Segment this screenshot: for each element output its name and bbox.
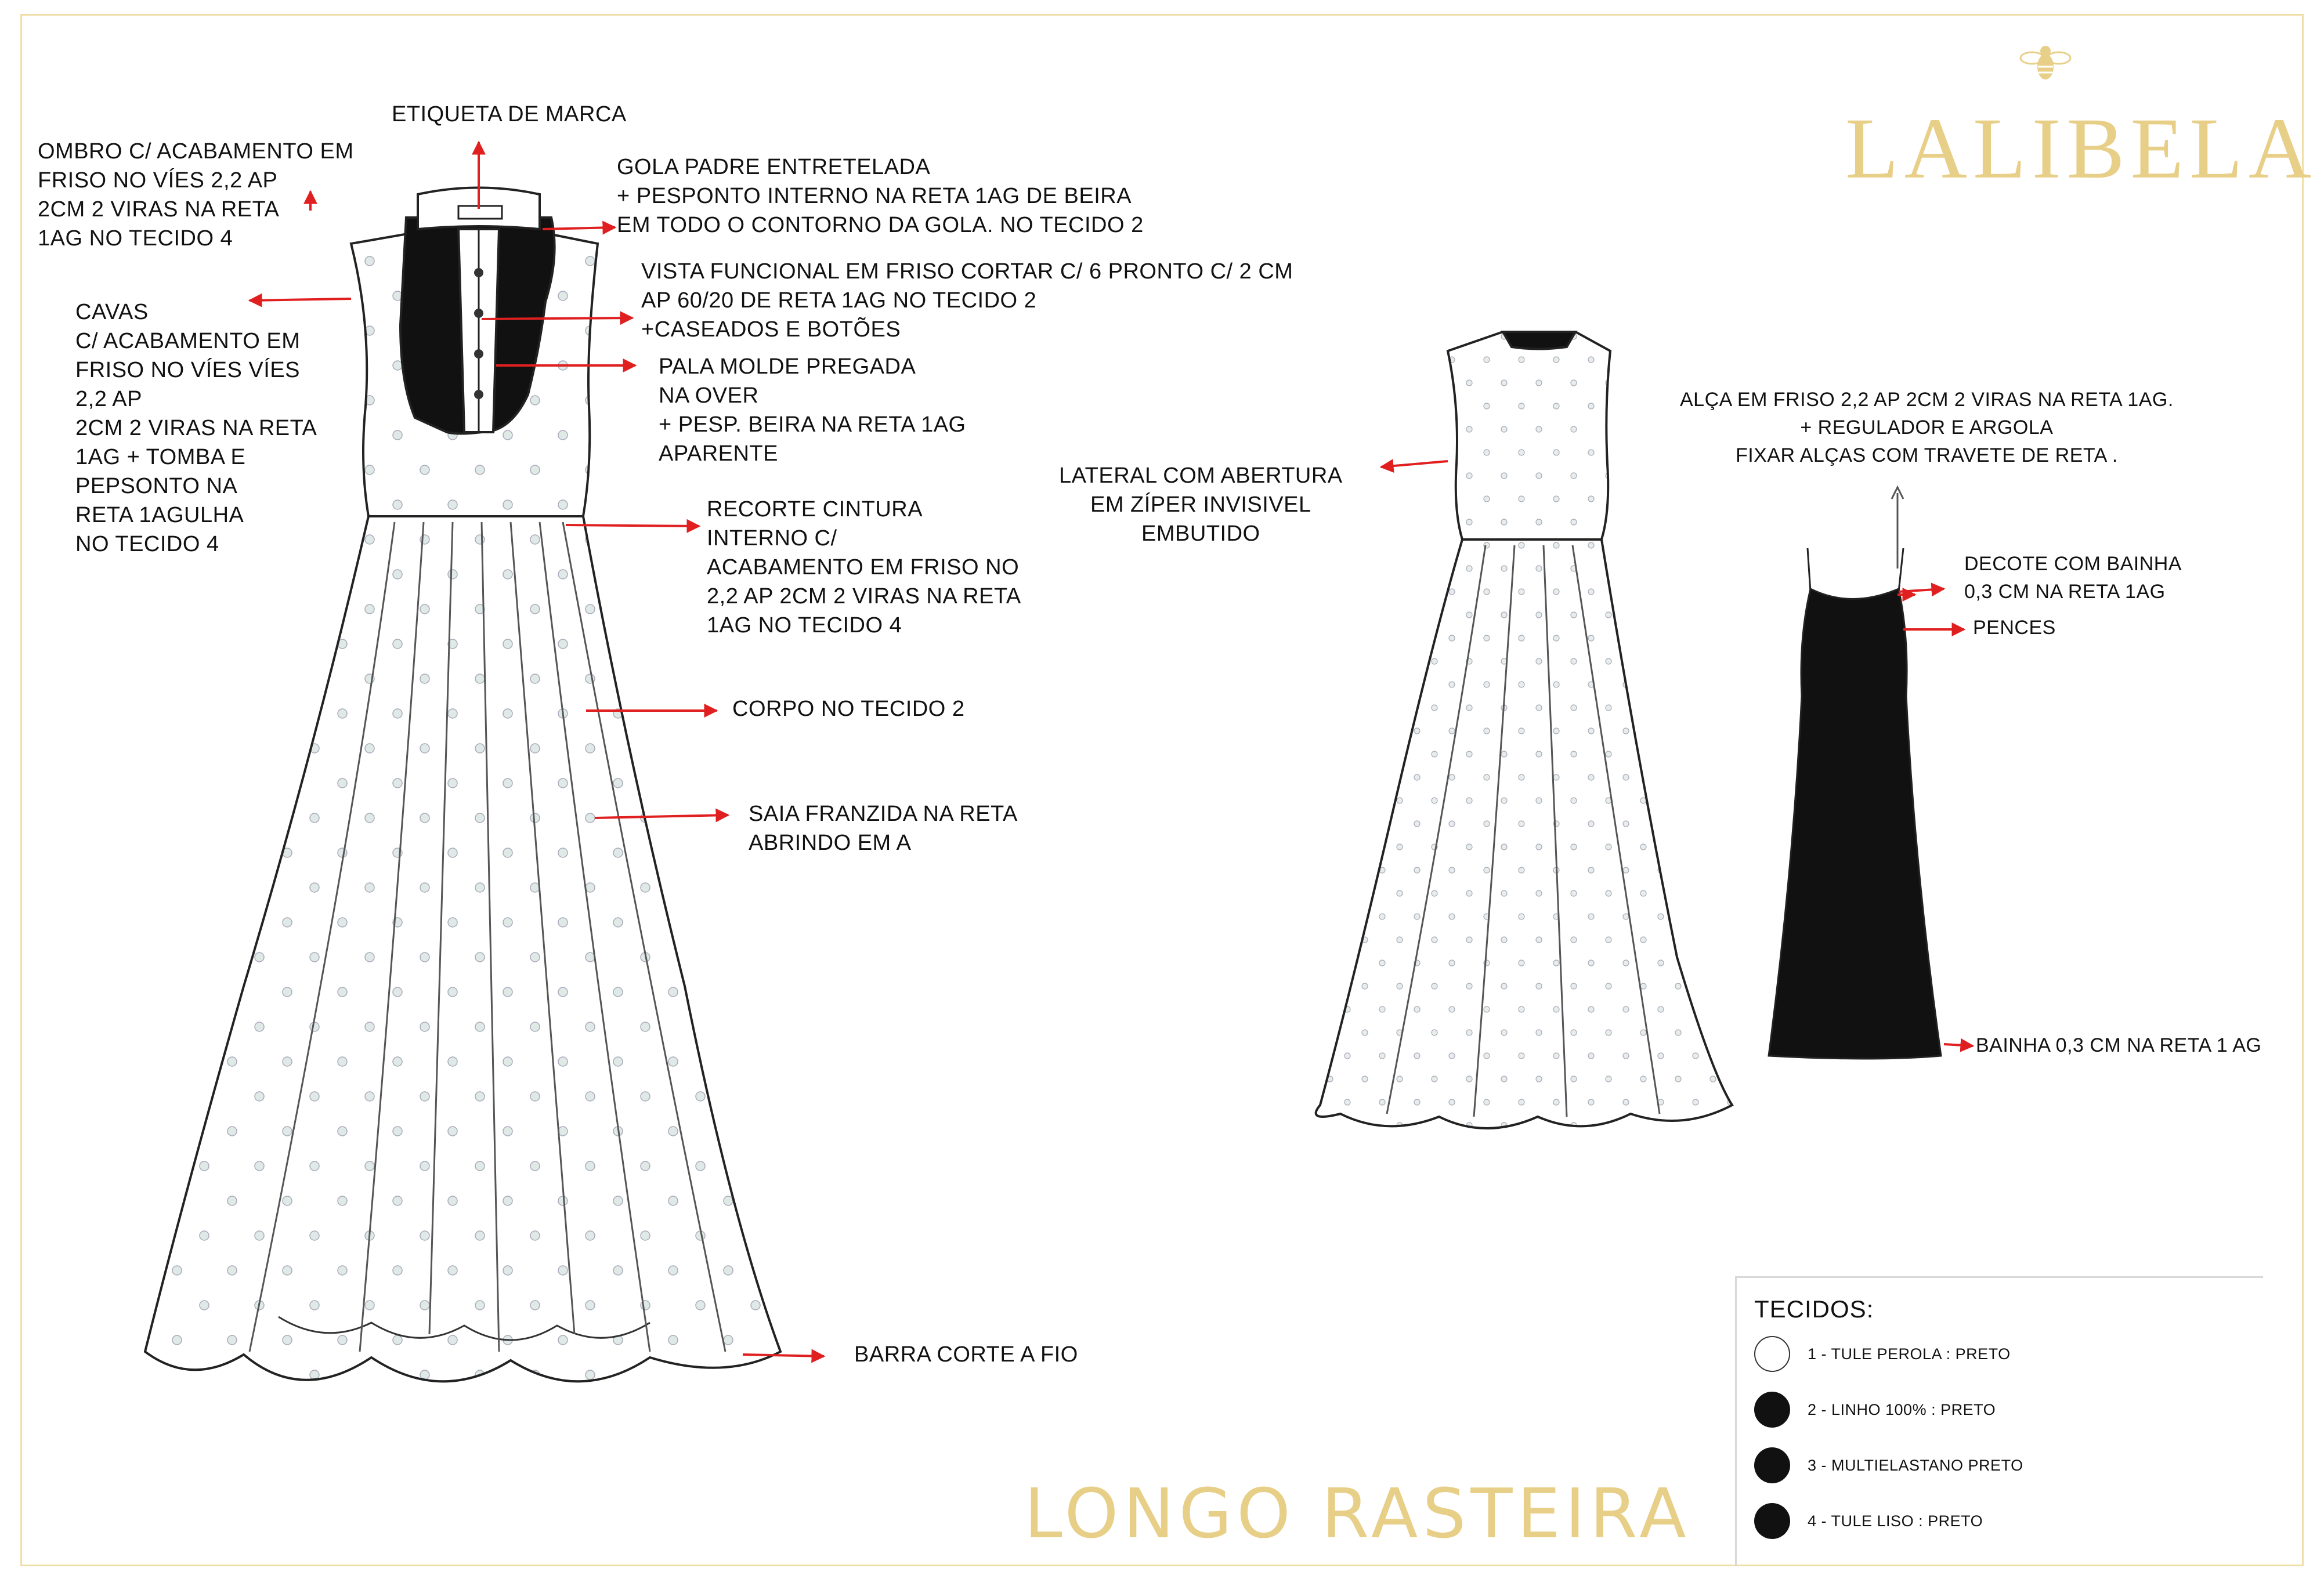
note-decote: DECOTE COM BAINHA 0,3 CM NA RETA 1AG: [1964, 553, 2182, 603]
back-dress-drawing: [1316, 332, 1732, 1128]
note-recorte: RECORTE CINTURA INTERNO C/ ACABAMENTO EM FRISO NO 2,2 AP 2CM 2 VIRAS NA RETA 1AG NO TECIDO 4: [707, 497, 1021, 638]
fabric-item: [1754, 1336, 2011, 1372]
note-corpo: CORPO NO TECIDO 2: [732, 697, 965, 721]
note-alca: ALÇA EM FRISO 2,2 AP 2CM 2 VIRAS NA RETA 1AG. + REGULADOR E ARGOLA FIXAR ALÇAS COM TRAVETE DE RETA .: [1680, 389, 2174, 466]
fabric-item: [1754, 1392, 1996, 1428]
note-cavas: CAVAS C/ ACABAMENTO EM FRISO NO VÍES VÍES 2,2 AP 2CM 2 VIRAS NA RETA 1AG + TOMBA E PEPSONTO NA RETA 1AGULHA NO TECIDO 4: [75, 300, 317, 556]
note-saia: SAIA FRANZIDA NA RETA ABRINDO EM A: [749, 802, 1018, 855]
fabric-label: 2 - LINHO 100% : PRETO: [1808, 1400, 1996, 1418]
note-bainha: BAINHA 0,3 CM NA RETA 1 AG: [1976, 1034, 2262, 1056]
bee-logo-icon: [2019, 35, 2072, 87]
note-barra: BARRA CORTE A FIO: [854, 1342, 1078, 1367]
note-lateral: LATERAL COM ABERTURA EM ZÍPER INVISIVEL EMBUTIDO: [1059, 464, 1343, 546]
note-gola: GOLA PADRE ENTRETELADA + PESPONTO INTERNO NA RETA 1AG DE BEIRA EM TODO O CONTORNO DA GOLA. NO TECIDO 2: [617, 155, 1144, 237]
page-title: LONGO RASTEIRA: [1024, 1473, 1691, 1554]
note-pences: PENCES: [1973, 617, 2056, 639]
note-etiqueta: ETIQUETA DE MARCA: [392, 102, 627, 126]
note-vista: VISTA FUNCIONAL EM FRISO CORTAR C/ 6 PRONTO C/ 2 CM AP 60/20 DE RETA 1AG NO TECIDO 2 +CASEADOS E BOTÕES: [641, 259, 1293, 342]
slip-lining-drawing: [1769, 548, 1941, 1059]
note-ombro: OMBRO C/ ACABAMENTO EM FRISO NO VÍES 2,2 AP 2CM 2 VIRAS NA RETA 1AG NO TECIDO 4: [38, 139, 354, 251]
fabric-swatch-icon: [1754, 1447, 1790, 1483]
note-pala: PALA MOLDE PREGADA NA OVER + PESP. BEIRA NA RETA 1AG APARENTE: [659, 354, 966, 466]
fabric-swatch-icon: [1754, 1392, 1790, 1428]
fabric-swatch-icon: [1754, 1336, 1790, 1372]
fabric-swatch-icon: [1754, 1503, 1790, 1539]
fabric-label: 4 - TULE LISO : PRETO: [1808, 1512, 1983, 1530]
brand-logo: LALIBELA: [1845, 100, 2318, 197]
fabric-item: [1754, 1503, 1983, 1539]
fabric-item: [1754, 1447, 2023, 1483]
fabric-label: 3 - MULTIELASTANO PRETO: [1808, 1456, 2023, 1474]
fabrics-heading: TECIDOS:: [1754, 1295, 1874, 1323]
fabrics-legend: [1735, 1276, 2263, 1566]
fabric-label: 1 - TULE PEROLA : PRETO: [1808, 1345, 2011, 1363]
